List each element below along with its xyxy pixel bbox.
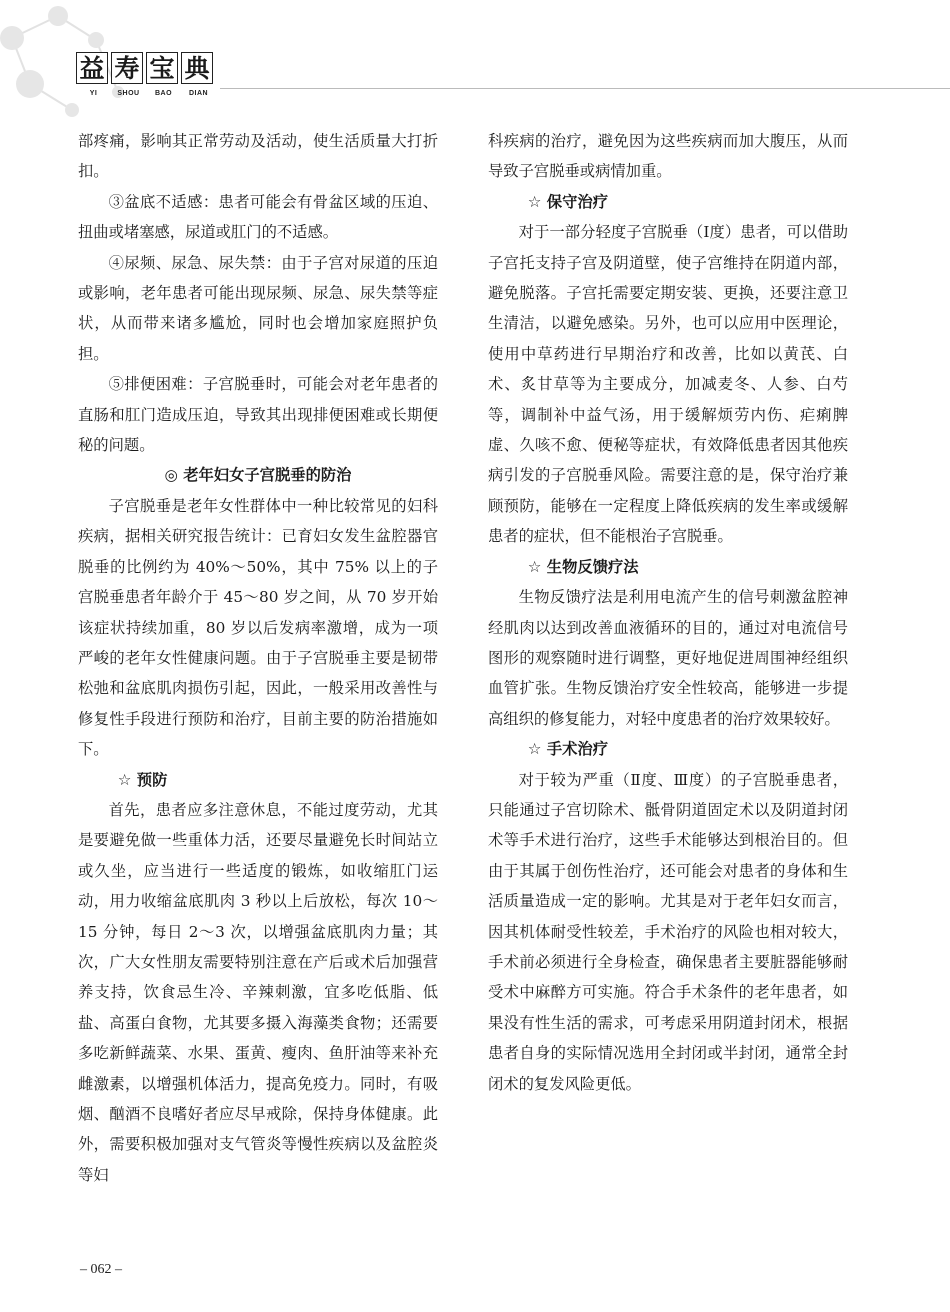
- pinyin-syllable: YI: [89, 90, 98, 97]
- subsection-heading: ☆ 预防: [117, 770, 168, 789]
- subsection-heading: ☆ 生物反馈疗法: [527, 557, 639, 576]
- brand-char: 寿: [111, 52, 143, 84]
- right-column: [488, 126, 848, 1099]
- paragraph: 对于一部分轻度子宫脱垂（Ⅰ度）患者，可以借助子宫托支持子宫及阴道壁，使子宫维持在阴道内部，避免脱落。子宫托需要定期安装、更换，还要注意卫生清洁，以避免感染。另外，也可以应用中医理论，使用中草药进行早期治疗和改善，比如以黄芪、白术、炙甘草等为主要成分，加减麦冬、人参、白芍等，调制补中益气汤，用于缓解烦劳内伤、疟痢脾虚、久咳不愈、便秘等症状，有效降低患者因其他疾病引发的子宫脱垂风险。需要注意的是，保守治疗兼顾预防，能够在一定程度上降低疾病的发生率或缓解患者的症状，但不能根治子宫脱垂。: [488, 223, 848, 546]
- subsection-heading: ☆ 手术治疗: [527, 740, 608, 759]
- page-number: – 062 –: [80, 1262, 122, 1277]
- paragraph: ⑤排便困难：子宫脱垂时，可能会对老年患者的直肠和肛门造成压迫，导致其出现排便困难或长期便秘的问题。: [78, 375, 438, 455]
- section-heading: ◎ 老年妇女子宫脱垂的防治: [164, 466, 352, 485]
- pinyin-syllable: BAO: [154, 90, 173, 97]
- paragraph: ④尿频、尿急、尿失禁：由于子宫对尿道的压迫或影响，老年患者可能出现尿频、尿急、尿失禁等症状，从而带来诸多尴尬，同时也会增加家庭照护负担。: [78, 253, 438, 363]
- pinyin-syllable: DIAN: [188, 90, 209, 97]
- brand-pinyin: [76, 90, 216, 97]
- brand-char: 益: [76, 52, 108, 84]
- paragraph: 首先，患者应多注意休息，不能过度劳动，尤其是要避免做一些重体力活，还要尽量避免长时间站立或久坐，应当进行一些适度的锻炼，如收缩肛门运动，用力收缩盆底肌肉 3 秒以上后放松，每次 10～15 分钟，每日 2～3 次，以增强盆底肌肉力量；其次，广大女性朋友需要特别注意在产后或术后加强营养支持，饮食忌生冷、辛辣刺激，宜多吃低脂、低盐、高蛋白食物，尤其要多摄入海藻类食物；还需要多吃新鲜蔬菜、水果、蛋黄、瘦肉、鱼肝油等来补充雌激素，以增强机体活力，提高免疫力。同时，有吸烟、酗酒不良嗜好者应尽早戒除，保持身体健康。此外，需要积极加强对支气管炎等慢性疾病以及盆腔炎等妇: [78, 800, 438, 1184]
- brand-char: 宝: [146, 52, 178, 84]
- paragraph: ③盆底不适感：患者可能会有骨盆区域的压迫、扭曲或堵塞感，尿道或肛门的不适感。: [78, 192, 438, 242]
- header-rule: [220, 88, 950, 89]
- pinyin-syllable: SHOU: [117, 90, 140, 97]
- paragraph: 子宫脱垂是老年女性群体中一种比较常见的妇科疾病，据相关研究报告统计：已育妇女发生盆腔器官脱垂的比例约为 40%～50%，其中 75% 以上的子宫脱垂患者年龄介于 45～80 岁之间，从 70 岁开始该症状持续加重，80 岁以后发病率激增，成为一项严峻的老年女性健康问题。由于子宫脱垂主要是韧带松弛和盆底肌肉损伤引起，因此，一般采用改善性与修复性手段进行预防和治疗，目前主要的防治措施如下。: [78, 496, 438, 759]
- paragraph: 生物反馈疗法是利用电流产生的信号刺激盆腔神经肌肉以达到改善血液循环的目的，通过对电流信号图形的观察随时进行调整，更好地促进周围神经组织血管扩张。生物反馈治疗安全性较高，能够进一步提高组织的修复能力，对轻中度患者的治疗效果较好。: [488, 588, 848, 728]
- brand-char: 典: [181, 52, 213, 84]
- paragraph: 部疼痛，影响其正常劳动及活动，使生活质量大打折扣。: [78, 132, 438, 181]
- left-column: [78, 126, 438, 1190]
- brand-logo: [76, 52, 213, 84]
- paragraph: 对于较为严重（Ⅱ度、Ⅲ度）的子宫脱垂患者，只能通过子宫切除术、骶骨阴道固定术以及阴道封闭术等手术进行治疗，这些手术能够达到根治目的。但由于其属于创伤性治疗，还可能会对患者的身体和生活质量造成一定的影响。尤其是对于老年妇女而言，因其机体耐受性较差，手术治疗的风险也相对较大，手术前必须进行全身检查，确保患者主要脏器能够耐受术中麻醉方可实施。符合手术条件的老年患者，如果没有性生活的需求，可考虑采用阴道封闭术，根据患者自身的实际情况选用全封闭或半封闭，通常全封闭术的复发风险更低。: [488, 770, 848, 1093]
- paragraph: 科疾病的治疗，避免因为这些疾病而加大腹压，从而导致子宫脱垂或病情加重。: [488, 132, 848, 181]
- subsection-heading: ☆ 保守治疗: [527, 192, 608, 211]
